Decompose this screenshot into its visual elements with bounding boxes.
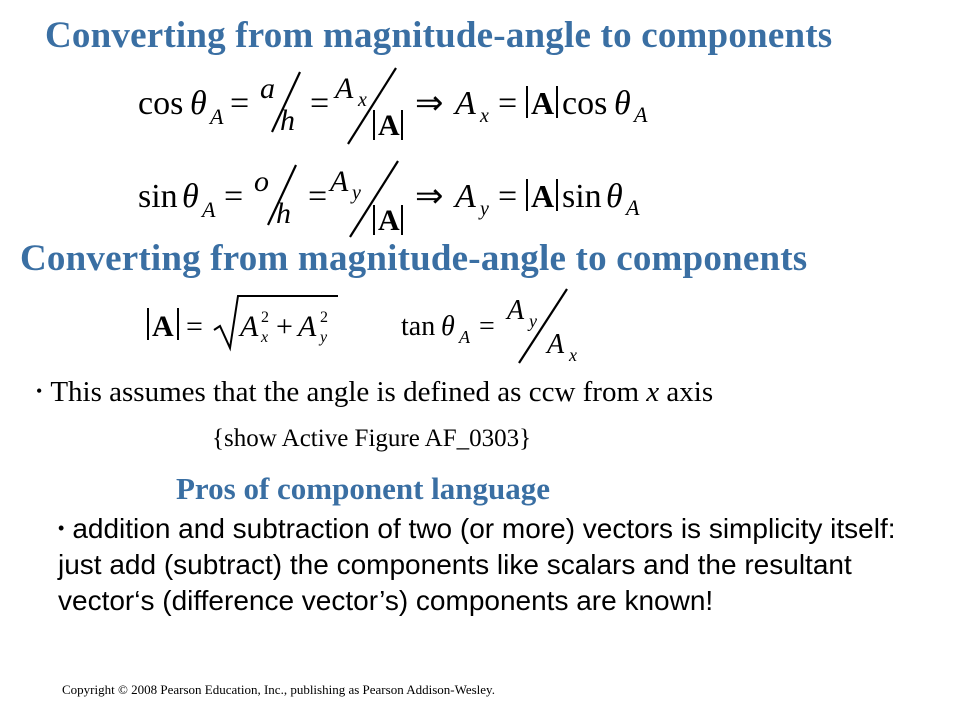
- svg-text:A: A: [330, 165, 349, 198]
- bullet-addition: • addition and subtraction of two (or more) vectors is simplicity itself: just add (subtract) the components like scalars and the resultant vector‘s (difference vector’s) components are known!: [58, 513, 896, 616]
- svg-text:=: =: [498, 178, 518, 215]
- svg-text:A: A: [547, 329, 565, 360]
- svg-text:⇒: ⇒: [415, 85, 444, 122]
- svg-text:A: A: [298, 310, 317, 343]
- svg-text:=: =: [479, 311, 495, 342]
- svg-text:=: =: [230, 85, 250, 122]
- bullet-dot-icon: •: [58, 518, 65, 538]
- svg-text:y: y: [352, 182, 361, 204]
- page-title: Converting from magnitude-angle to components: [45, 15, 833, 56]
- svg-text:A: A: [531, 178, 555, 214]
- svg-text:⇒: ⇒: [415, 178, 444, 215]
- svg-text:o: o: [254, 165, 269, 198]
- svg-text:a: a: [260, 72, 275, 105]
- svg-text:2: 2: [320, 309, 328, 326]
- magnitude-equation: [140, 290, 350, 365]
- svg-text:A: A: [531, 85, 555, 121]
- svg-text:A: A: [459, 327, 470, 347]
- copyright-footer: Copyright © 2008 Pearson Education, Inc., publishing as Pearson Addison-Wesley.: [62, 682, 495, 697]
- svg-text:A: A: [152, 310, 174, 343]
- svg-text:A: A: [378, 109, 400, 142]
- svg-text:A: A: [335, 72, 354, 105]
- svg-text:=: =: [310, 85, 330, 122]
- svg-text:h: h: [280, 104, 295, 137]
- sin-equation: [130, 155, 690, 250]
- svg-text:A: A: [626, 195, 640, 220]
- svg-text:A: A: [240, 310, 259, 343]
- svg-text:cos: cos: [562, 85, 608, 122]
- svg-text:A: A: [210, 104, 224, 129]
- svg-text:h: h: [276, 197, 291, 230]
- section-heading: Converting from magnitude-angle to components: [20, 238, 808, 279]
- cos-equation: [130, 62, 690, 157]
- svg-text:2: 2: [261, 309, 269, 326]
- svg-text:θ: θ: [606, 178, 623, 215]
- tangent-equation: [395, 283, 595, 373]
- svg-text:x: x: [480, 105, 489, 127]
- svg-text:tan: tan: [401, 311, 436, 342]
- svg-text:x: x: [261, 329, 269, 346]
- bullet-assumption: • This assumes that the angle is defined as ccw from x axis: [36, 376, 714, 408]
- svg-text:y: y: [320, 329, 328, 346]
- active-figure-note: {show Active Figure AF_0303}: [212, 425, 532, 452]
- svg-text:A: A: [455, 178, 476, 215]
- bullet-dot-icon: •: [36, 381, 43, 401]
- svg-text:y: y: [480, 198, 489, 220]
- svg-text:+: +: [276, 310, 293, 343]
- svg-text:=: =: [308, 178, 328, 215]
- svg-text:A: A: [634, 102, 648, 127]
- svg-text:A: A: [455, 85, 476, 122]
- svg-text:x: x: [358, 89, 367, 111]
- svg-text:θ: θ: [614, 85, 631, 122]
- svg-text:A: A: [202, 197, 216, 222]
- svg-text:A: A: [378, 204, 400, 237]
- svg-text:θ: θ: [441, 311, 455, 342]
- svg-text:sin: sin: [138, 178, 178, 215]
- svg-text:=: =: [186, 310, 203, 343]
- svg-text:cos: cos: [138, 85, 184, 122]
- svg-text:θ: θ: [182, 178, 199, 215]
- pros-heading: Pros of component language: [176, 471, 551, 506]
- svg-text:=: =: [224, 178, 244, 215]
- svg-text:y: y: [529, 311, 537, 331]
- svg-text:x: x: [569, 345, 577, 365]
- svg-text:=: =: [498, 85, 518, 122]
- svg-text:sin: sin: [562, 178, 602, 215]
- svg-text:A: A: [507, 295, 525, 326]
- svg-text:θ: θ: [190, 85, 207, 122]
